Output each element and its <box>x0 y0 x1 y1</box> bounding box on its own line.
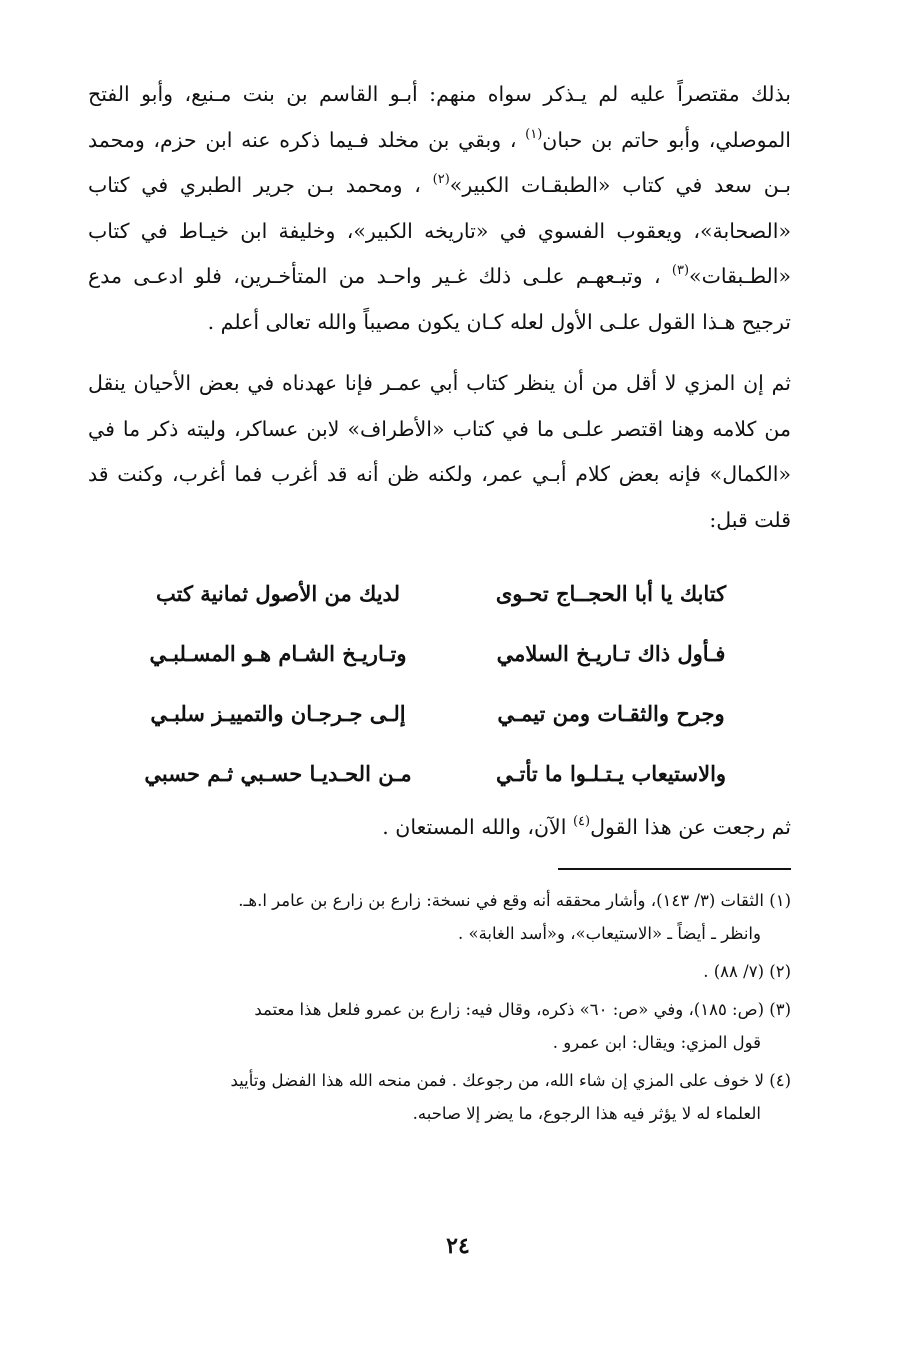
poem <box>88 563 791 803</box>
closing-line-text-b: الآن، والله المستعان . <box>382 815 573 839</box>
footnotes <box>88 884 791 1130</box>
footnote-1-text: (١) الثقات (٣/ ١٤٣)، وأشار محققه أنه وقع في نسخة: زارع بن زارع بن عامر ا.هـ. <box>238 891 791 910</box>
closing-line-text-a: ثم رجعت عن هذا القول <box>590 815 791 839</box>
paragraph-1 <box>88 72 791 345</box>
footnote-3-continuation: قول المزي: ويقال: ابن عمرو . <box>552 1033 761 1052</box>
footnote-4-continuation: العلماء له لا يؤثر فيه هذا الرجوع، ما يضر إلا صاحبه. <box>412 1104 761 1123</box>
footnote-ref-1[interactable]: (١) <box>525 126 543 142</box>
footnote-3-text: (٣) (ص: ١٨٥)، وفي «ص: ٦٠» ذكره، وقال فيه: زارع بن عمرو فلعل هذا معتمد <box>254 1000 791 1019</box>
paragraph-1-text-d: ، وتبـعهـم علـى ذلك غـير واحـد من المتأخـرين، فلو ادعـى مدع ترجيح هـذا القول علـى الأول لعله كـان يكون مصيباً والله تعالى أعلم . <box>88 264 791 334</box>
verse-second-hemistich: مـن الحـديـا حسـبي ثـم حسبي <box>144 760 412 786</box>
footnote-separator <box>558 868 791 870</box>
poem-verse <box>88 563 791 623</box>
footnote-ref-3[interactable]: (٣) <box>671 263 690 278</box>
footnote-1-continuation: وانظر ـ أيضاً ـ «الاستيعاب»، و«أسد الغابة» . <box>457 924 761 943</box>
verse-second-hemistich: لديك من الأصول ثمانية كتب <box>156 580 400 606</box>
paragraph-1-text-a: بذلك مقتصراً عليه لم يـذكر سواه منهم: أبـو القاسم بن بنت مـنيع، وأبو الفتح الموصلي، وأبو حاتم بن حبان <box>88 82 791 152</box>
footnote-ref-2[interactable]: (٢) <box>432 172 450 187</box>
verse-first-hemistich: والاستيعاب يـتـلـوا ما تأتـي <box>495 760 727 786</box>
verse-second-hemistich: إلـى جـرجـان والتمييـز سلبـي <box>150 700 406 726</box>
page-number: ٢٤ <box>446 1233 470 1259</box>
closing-line <box>88 805 791 850</box>
footnote-4 <box>88 1064 791 1130</box>
footnote-3 <box>88 993 791 1059</box>
footnote-4-text: (٤) لا خوف على المزي إن شاء الله، من رجوعك . فمن منحه الله هذا الفضل وتأييد <box>230 1071 791 1090</box>
poem-verse <box>88 623 791 683</box>
poem-verse <box>88 683 791 743</box>
verse-first-hemistich: فـأول ذاك تـاريـخ السلامي <box>496 640 726 666</box>
poem-verse <box>88 743 791 803</box>
footnote-2-text: (٢) (٧/ ٨٨) . <box>703 962 791 981</box>
paragraph-1-text-b: ، وبقي بن مخلد فـيما ذكره عنه ابن حزم، ومحمد بـن سعد في كتاب «الطبقـات الكبير» <box>88 127 792 197</box>
paragraph-2: ثم إن المزي لا أقل من أن ينظر كتاب أبي عمـر فإنا عهدناه في بعض الأحيان ينقل من كلامه وهنا اقتصر علـى ما في كتاب «الأطراف» لابن عساكر، وليته ذكر ما في «الكمال» فإنه بعض كلام أبـي عمر، ولكنه ظن أنه قد أغرب فما أغرب، وكنت قد قلت قبل: <box>88 371 791 532</box>
footnote-2 <box>88 955 791 988</box>
footnote-ref-4[interactable]: (٤) <box>572 814 591 829</box>
verse-first-hemistich: وجرح والثقـات ومن تيمـي <box>497 700 725 726</box>
page-body <box>88 72 791 1135</box>
verse-second-hemistich: وتـاريـخ الشـام هـو المسـلبـي <box>149 640 407 666</box>
footnote-1 <box>88 884 791 950</box>
verse-first-hemistich: كتابك يا أبا الحجــاج تحـوى <box>495 580 727 606</box>
paragraph-1-text-c: ، ومحمد بـن جرير الطبري في كتاب «الصحابة»، ويعقوب الفسوي في «تاريخه الكبير»، وخليفة ابن خيـاط في كتاب «الطـبقات» <box>88 173 791 288</box>
